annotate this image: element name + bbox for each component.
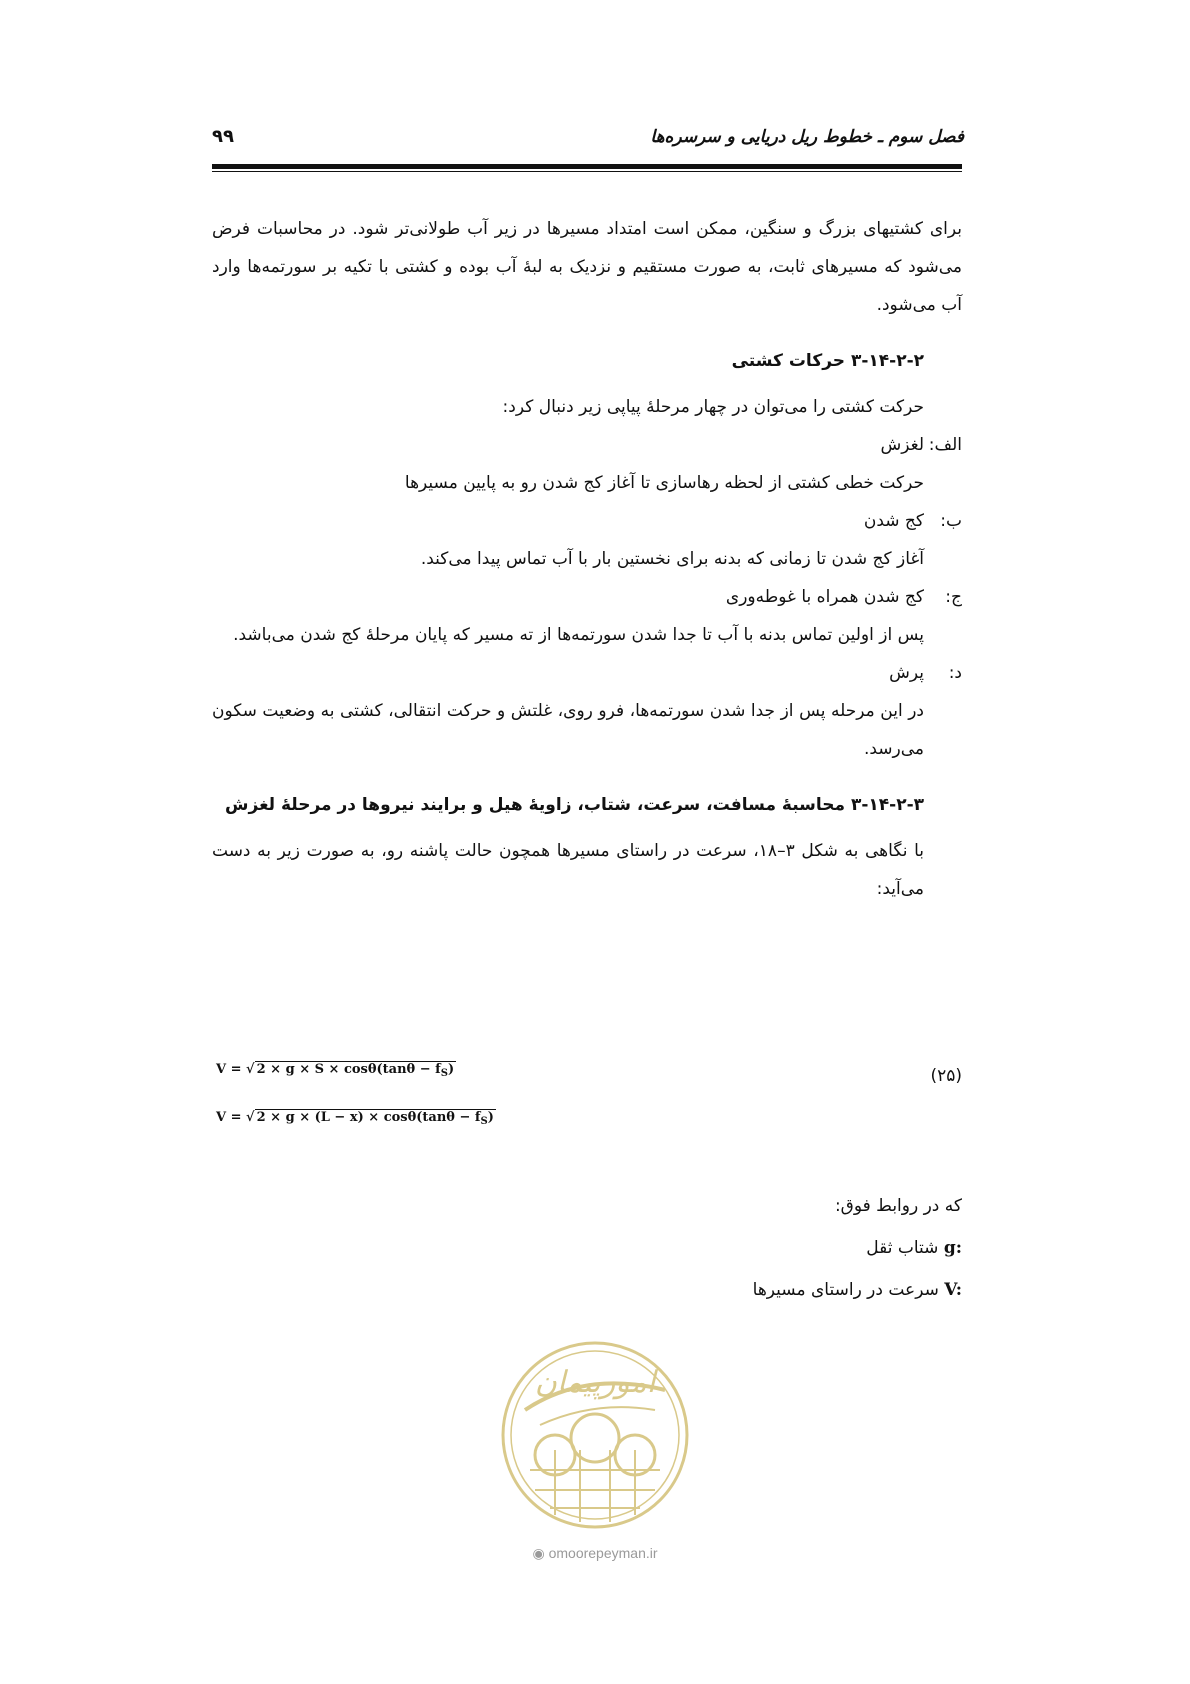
stage-item <box>212 426 962 464</box>
definition-item <box>212 1227 962 1269</box>
stage-description: در این مرحله پس از جدا شدن سورتمه‌ها، فرو روی، غلتش و حرکت انتقالی، کشتی به وضعیت سکون می‌رسد. <box>212 701 924 759</box>
stage-description: آغاز کج شدن تا زمانی که بدنه برای نخستین بار با آب تماس پیدا می‌کند. <box>420 549 924 569</box>
stage-label: ب: <box>940 511 962 531</box>
watermark-site: ◉ omoorepeyman.ir <box>532 1545 658 1561</box>
equation-1 <box>212 1062 962 1092</box>
definition-symbol: V: <box>944 1280 962 1300</box>
sqrt-icon: √ <box>246 1062 255 1077</box>
formula-2 <box>216 1110 496 1127</box>
section-heading-sliding-calc: ۳-۱۴-۲-۳ محاسبهٔ مسافت، سرعت، شتاب، زاویهٔ هیل و برایند نیروها در مرحلهٔ لغزش <box>225 795 924 815</box>
definition-item <box>212 1269 962 1311</box>
page-body <box>212 210 962 908</box>
formula-2-body: 2 × g × (L − x) × cosθ(tanθ − f <box>256 1110 481 1125</box>
formula-2-radicand: $2 \times g \times (L - x) \times \cos\theta(\tan\theta - f_S)$ <box>256 1110 494 1127</box>
section2-intro: با نگاهی به شکل ۳–۱۸، سرعت در راستای مسیرها همچون حالت پاشنه رو، به صورت زیر به دست می‌آید: <box>212 841 925 899</box>
stage-label: د: <box>948 663 962 683</box>
stage-label: الف: <box>928 435 962 455</box>
formula-1-body: 2 × g × S × cosθ(tanθ − f <box>256 1062 441 1077</box>
formula-2-lhs: V = <box>216 1110 242 1125</box>
equation-number: (۲۵) <box>930 1066 962 1086</box>
sqrt-icon: √ <box>246 1110 255 1125</box>
definition-symbol: g: <box>943 1238 962 1258</box>
definition-text: شتاب ثقل <box>866 1238 939 1258</box>
stage-description: پس از اولین تماس بدنه با آب تا جدا شدن سورتمه‌ها از ته مسیر که پایان مرحلهٔ کج شدن می‌باشد. <box>233 625 924 645</box>
stage-item <box>212 578 962 616</box>
chapter-title: فصل سوم ـ خطوط ریل دریایی و سرسره‌ها <box>650 127 964 147</box>
stage-item <box>212 654 962 692</box>
intro-paragraph: برای کشتیهای بزرگ و سنگین، ممکن است امتداد مسیرها در زیر آب طولانی‌تر شود. در محاسبات فرض می‌شود که مسیرهای ثابت، به صورت مستقیم و نزدیک به لبهٔ آب بوده و کشتی با تکیه بر سورتمه‌ها وارد آب می‌شود. <box>212 219 962 315</box>
formula-1-lhs: V = <box>216 1062 242 1077</box>
watermark-logo <box>495 1330 695 1540</box>
stage-label: ج: <box>945 587 962 607</box>
stage-item <box>212 502 962 540</box>
formula-1-subscript: S <box>440 1068 448 1079</box>
formula-2-subscript: S <box>480 1116 488 1127</box>
watermark-logo-text: امورپیمان <box>534 1365 656 1400</box>
stage-title: کج شدن <box>863 511 924 531</box>
section-heading-ship-motions: ۳-۱۴-۲-۲ حرکات کشتی <box>731 351 924 371</box>
definition-text: سرعت در راستای مسیرها <box>752 1280 939 1300</box>
definitions <box>212 1185 962 1311</box>
stage-title: پرش <box>889 663 924 683</box>
stage-title: کج شدن همراه با غوطه‌وری <box>725 587 924 607</box>
formula-1 <box>216 1062 456 1079</box>
page-number: ۹۹ <box>212 126 234 147</box>
formula-1-radicand: $2 \times g \times S \times \cos\theta(\tan\theta - f_S)$ <box>256 1062 455 1079</box>
stage-title: لغزش <box>880 435 924 455</box>
definitions-intro: که در روابط فوق: <box>834 1196 962 1216</box>
stage-description: حرکت خطی کشتی از لحظه رهاسازی تا آغاز کج شدن رو به پایین مسیرها <box>404 473 924 493</box>
equation-2 <box>212 1110 962 1140</box>
header-rule-thick <box>212 164 962 169</box>
section1-intro: حرکت کشتی را می‌توان در چهار مرحلهٔ پیاپی زیر دنبال کرد: <box>502 397 924 417</box>
header-rule-thin <box>212 171 962 172</box>
